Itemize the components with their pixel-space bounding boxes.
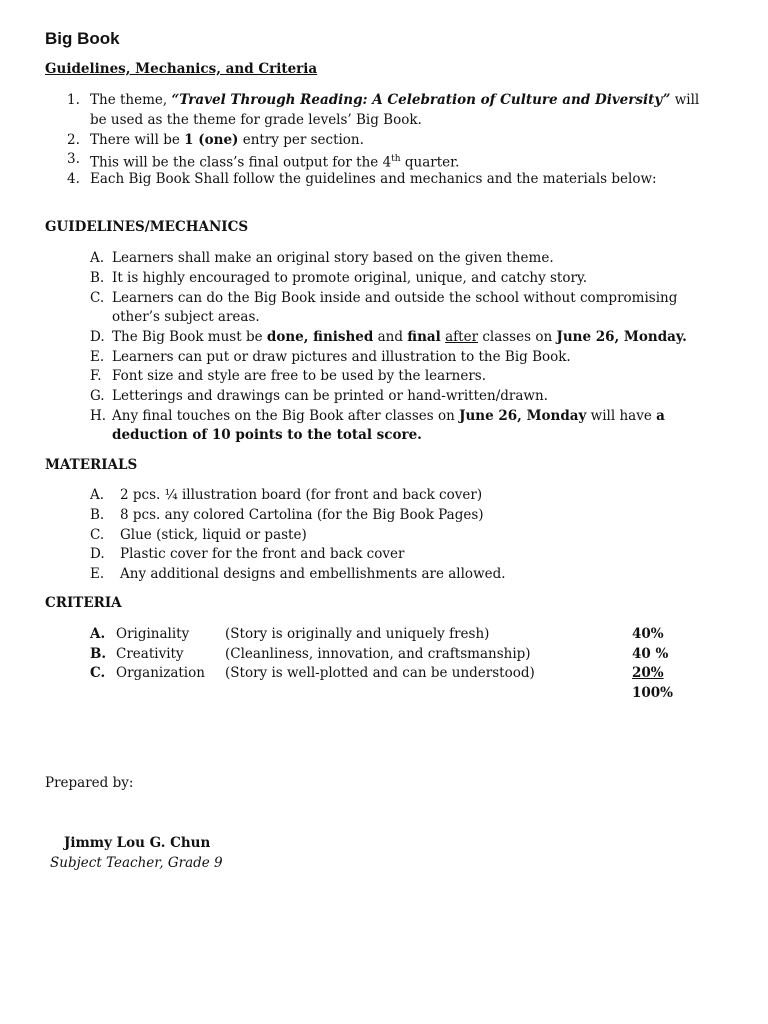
list-item: A. Learners shall make an original story based on the given theme. bbox=[90, 250, 554, 266]
list-item: C. Glue (stick, liquid or paste) bbox=[90, 527, 307, 543]
table-row: B. Creativity (Cleanliness, innovation, and craftsmanship) 40 % bbox=[90, 646, 669, 662]
list-item: 4. Each Big Book Shall follow the guidelines and mechanics and the materials below: bbox=[67, 171, 657, 187]
materials-heading: MATERIALS bbox=[45, 457, 138, 473]
list-item: E. Learners can put or draw pictures and illustration to the Big Book. bbox=[90, 349, 571, 365]
list-item: 3. This will be the class’s final output for the 4th quarter. bbox=[67, 151, 460, 171]
signatory-name: Jimmy Lou G. Chun bbox=[64, 835, 211, 851]
list-item-continuation: be used as the theme for grade levels’ Big Book. bbox=[90, 112, 422, 128]
section-subtitle: Guidelines, Mechanics, and Criteria bbox=[45, 61, 318, 77]
signatory-title: Subject Teacher, Grade 9 bbox=[50, 855, 223, 871]
criteria-heading: CRITERIA bbox=[45, 595, 122, 611]
list-item: D. Plastic cover for the front and back cover bbox=[90, 546, 405, 562]
guidelines-heading: GUIDELINES/MECHANICS bbox=[45, 219, 249, 235]
page-title: Big Book bbox=[45, 29, 120, 48]
table-row: C. Organization (Story is well-plotted and can be understood) 20% bbox=[90, 665, 664, 681]
list-item: E. Any additional designs and embellishments are allowed. bbox=[90, 566, 506, 582]
list-item-continuation: deduction of 10 points to the total score. bbox=[112, 427, 422, 443]
theme-title: “Travel Through Reading: A Celebration of Culture and Diversity” bbox=[171, 92, 671, 108]
criteria-total-row bbox=[0, 684, 768, 704]
prepared-by-label: Prepared by: bbox=[45, 775, 134, 791]
list-item: C. Learners can do the Big Book inside and outside the school without compromising bbox=[90, 290, 678, 306]
list-item: G. Letterings and drawings can be printed or hand-written/drawn. bbox=[90, 388, 548, 404]
list-item: F. Font size and style are free to be used by the learners. bbox=[90, 368, 486, 384]
list-item: 1. The theme, “Travel Through Reading: A Celebration of Culture and Diversity” will bbox=[67, 92, 700, 108]
list-item-continuation: other’s subject areas. bbox=[112, 309, 260, 325]
list-item: B. It is highly encouraged to promote original, unique, and catchy story. bbox=[90, 270, 588, 286]
list-item: 2. There will be 1 (one) entry per section. bbox=[67, 132, 364, 148]
list-item: H. Any final touches on the Big Book after classes on June 26, Monday will have a bbox=[90, 408, 665, 424]
criteria-total: 100% bbox=[632, 685, 674, 701]
list-item: A. 2 pcs. ¼ illustration board (for front and back cover) bbox=[90, 487, 483, 503]
list-item: D. The Big Book must be done, finished and final after classes on June 26, Monday. bbox=[90, 329, 687, 345]
list-item: B. 8 pcs. any colored Cartolina (for the Big Book Pages) bbox=[90, 507, 484, 523]
table-row: A. Originality (Story is originally and uniquely fresh) 40% bbox=[90, 626, 664, 642]
